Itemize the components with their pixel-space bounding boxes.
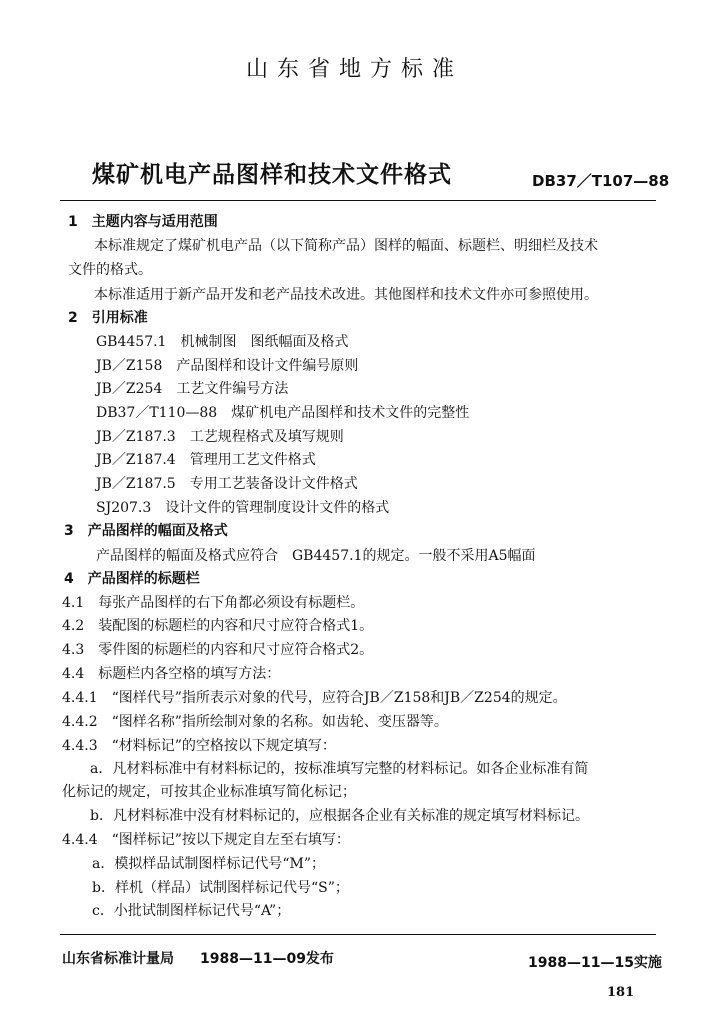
clause-4-4-4-a: a．模拟样品试制图样标记代号“M”； — [92, 856, 325, 872]
standard-type-header: 山东省地方标准 — [245, 57, 463, 82]
title-rule — [60, 200, 656, 201]
reference-item: JB／Z187.4 管理用工艺文件格式 — [96, 452, 316, 468]
clause-4-4-3-b: b．凡材料标准中没有材料标记的，应根据各企业有关标准的规定填写材料标记。 — [90, 808, 589, 824]
paragraph-scope-2: 本标准适用于新产品开发和老产品技术改进。其他图样和技术文件亦可参照使用。 — [94, 287, 598, 303]
effective-date: 1988—11—15实施 — [528, 955, 662, 971]
section-2-heading: 2 引用标准 — [68, 310, 148, 326]
clause-4-4-4: 4.4.4 “图样标记”按以下规定自左至右填写： — [62, 832, 350, 848]
reference-item: JB／Z158 产品图样和设计文件编号原则 — [96, 358, 359, 374]
clause-4-4: 4.4 标题栏内各空格的填写方法： — [62, 666, 281, 682]
clause-4-4-4-c: c．小批试制图样标记代号“A”； — [92, 903, 291, 919]
clause-4-3: 4.3 零件图的标题栏的内容和尺寸应符合格式2。 — [62, 642, 374, 658]
paragraph-format: 产品图样的幅面及格式应符合 GB4457.1的规定。一般不采用A5幅面 — [96, 548, 536, 564]
section-4-heading: 4 产品图样的标题栏 — [64, 571, 200, 587]
clause-4-4-3: 4.4.3 “材料标记”的空格按以下规定填写： — [62, 738, 336, 754]
reference-item: JB／Z187.5 专用工艺装备设计文件格式 — [96, 476, 358, 492]
clause-4-1: 4.1 每张产品图样的右下角都必须设有标题栏。 — [62, 595, 365, 611]
clause-4-4-3-a: a．凡材料标准中有材料标记的，按标准填写完整的材料标记。如各企业标准有简 — [90, 761, 589, 777]
clause-4-4-4-b: b．样机（样品）试制图样标记代号“S”； — [92, 880, 349, 896]
clause-4-2: 4.2 装配图的标题栏的内容和尺寸应符合格式1。 — [62, 618, 374, 634]
reference-item: JB／Z254 工艺文件编号方法 — [96, 381, 289, 397]
clause-4-4-2: 4.4.2 “图样名称”指所绘制对象的名称。如齿轮、变压器等。 — [62, 714, 448, 730]
clause-4-4-1: 4.4.1 “图样代号”指所表示对象的代号，应符合JB／Z158和JB／Z254的规定。 — [62, 690, 567, 706]
footer-rule — [60, 934, 656, 935]
document-title: 煤矿机电产品图样和技术文件格式 — [92, 162, 452, 188]
document-code: DB37／T107—88 — [532, 172, 670, 190]
section-1-heading: 1 主题内容与适用范围 — [68, 214, 218, 230]
issuing-authority: 山东省标准计量局 — [62, 951, 174, 967]
issue-date: 1988—11—09发布 — [200, 951, 334, 967]
paragraph-scope-1-cont: 文件的格式。 — [68, 262, 152, 278]
section-3-heading: 3 产品图样的幅面及格式 — [64, 523, 228, 539]
page-number: 181 — [607, 985, 635, 1000]
reference-item: JB／Z187.3 工艺规程格式及填写规则 — [96, 429, 344, 445]
reference-item: SJ207.3 设计文件的管理制度设计文件的格式 — [96, 500, 390, 516]
reference-item: GB4457.1 机械制图 图纸幅面及格式 — [96, 334, 349, 350]
clause-4-4-3-a-cont: 化标记的规定，可按其企业标准填写简化标记； — [62, 784, 356, 800]
reference-item: DB37／T110—88 煤矿机电产品图样和技术文件的完整性 — [96, 405, 470, 421]
paragraph-scope-1: 本标准规定了煤矿机电产品（以下简称产品）图样的幅面、标题栏、明细栏及技术 — [94, 238, 598, 254]
